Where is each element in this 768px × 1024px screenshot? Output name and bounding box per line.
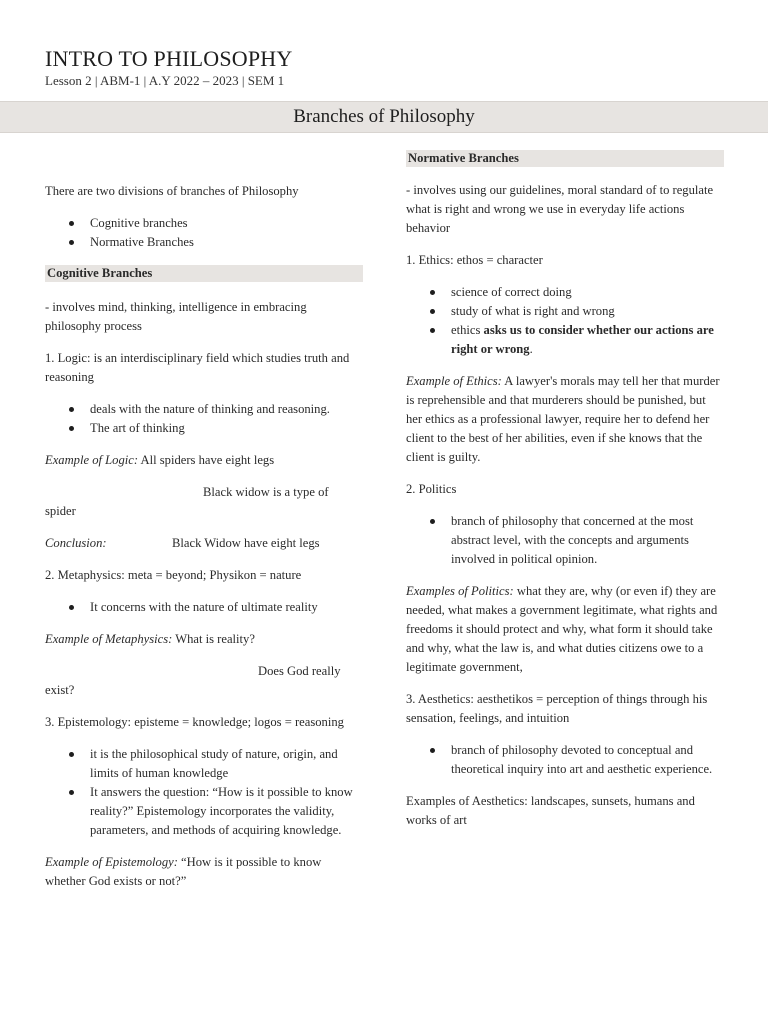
example-text: All spiders have eight legs	[138, 453, 275, 467]
aesthetics-title: 3. Aesthetics: aesthetikos = perception of things through his sensation, feelings, and intuition	[406, 692, 708, 725]
epistemology-example	[45, 853, 363, 891]
list-item: science of correct doing	[451, 283, 724, 302]
example-text: What is reality?	[172, 632, 255, 646]
aesthetics-list	[406, 741, 724, 779]
list-item	[451, 321, 724, 359]
list-item: It concerns with the nature of ultimate reality	[90, 598, 363, 617]
bullet-bold-text: asks us to consider whether our actions are right or wrong	[451, 323, 714, 356]
example-label: Examples of Politics:	[406, 584, 514, 598]
left-column	[45, 182, 363, 904]
epistemology-list	[45, 745, 363, 840]
example-text: what they are, why (or even if) they are needed, what makes a government legitimate, what rights and freedoms it should protect and why, what form it should take and why, what the law is, and what duties citizens owe to a legitimate government,	[406, 584, 718, 674]
example-label: Example of Ethics:	[406, 374, 502, 388]
conclusion-text: Black Widow have eight legs	[172, 536, 320, 550]
list-item: Normative Branches	[90, 233, 363, 252]
document-subtitle: Lesson 2 | ABM-1 | A.Y 2022 – 2023 | SEM 1	[45, 73, 285, 88]
conclusion-label: Conclusion:	[45, 536, 107, 550]
example-text: exist?	[45, 683, 75, 697]
politics-title: 2. Politics	[406, 482, 457, 496]
intro-text: There are two divisions of branches of Philosophy	[45, 184, 299, 198]
metaphysics-title: 2. Metaphysics: meta = beyond; Physikon = nature	[45, 568, 302, 582]
list-item: study of what is right and wrong	[451, 302, 724, 321]
example-text: Black widow is a type of	[203, 485, 329, 499]
list-item: branch of philosophy that concerned at the most abstract level, with the concepts and arguments involved in political opinion.	[451, 512, 724, 569]
ethics-list	[406, 283, 724, 359]
example-label: Example of Epistemology:	[45, 855, 178, 869]
list-item: It answers the question: “How is it possible to know reality?” Epistemology incorporates the validity, parameters, and methods of acquiring knowledge.	[90, 783, 363, 840]
cognitive-description: - involves mind, thinking, intelligence in embracing philosophy process	[45, 300, 307, 333]
metaphysics-example-2	[45, 662, 363, 700]
divisions-list	[45, 214, 363, 252]
example-text: Does God really	[258, 664, 341, 678]
list-item: branch of philosophy devoted to conceptual and theoretical inquiry into art and aesthetic experience.	[451, 741, 724, 779]
normative-description: - involves using our guidelines, moral standard of to regulate what is right and wrong we use in everyday life actions behavior	[406, 183, 714, 235]
example-label: Example of Metaphysics:	[45, 632, 173, 646]
metaphysics-example	[45, 630, 363, 649]
ethics-title: 1. Ethics: ethos = character	[406, 253, 543, 267]
politics-list	[406, 512, 724, 569]
list-item: deals with the nature of thinking and reasoning.	[90, 400, 363, 419]
aesthetics-example	[406, 792, 724, 830]
right-column	[406, 150, 724, 843]
list-item: Cognitive branches	[90, 214, 363, 233]
logic-conclusion	[45, 534, 363, 553]
example-text: spider	[45, 504, 76, 518]
example-text: A lawyer's morals may tell her that murder is reprehensible and that murderers should be punished, but her ethics as a professional lawyer, require her to defend her client to the best of her abilities, even if she knows that the client is guilty.	[406, 374, 720, 464]
section-banner	[0, 101, 768, 133]
bullet-prefix: ethics	[451, 323, 484, 337]
example-label: Example of Logic:	[45, 453, 139, 467]
metaphysics-list	[45, 598, 363, 617]
cognitive-heading: Cognitive Branches	[45, 265, 363, 282]
logic-example	[45, 451, 363, 470]
logic-example-2	[45, 483, 363, 521]
politics-example	[406, 582, 724, 677]
logic-title: 1. Logic: is an interdisciplinary field which studies truth and reasoning	[45, 351, 350, 384]
example-text: “How is it possible to know whether God exists or not?”	[45, 855, 322, 888]
logic-list	[45, 400, 363, 438]
example-text: landscapes, sunsets, humans and works of art	[406, 794, 695, 827]
document-title: INTRO TO PHILOSOPHY	[45, 46, 293, 71]
list-item: it is the philosophical study of nature, origin, and limits of human knowledge	[90, 745, 363, 783]
bullet-suffix: .	[529, 342, 533, 356]
ethics-example	[406, 372, 724, 467]
example-label: Examples of Aesthetics:	[406, 794, 528, 808]
normative-heading: Normative Branches	[406, 150, 724, 167]
list-item: The art of thinking	[90, 419, 363, 438]
banner-title: Branches of Philosophy	[293, 106, 475, 127]
epistemology-title: 3. Epistemology: episteme = knowledge; logos = reasoning	[45, 715, 344, 729]
